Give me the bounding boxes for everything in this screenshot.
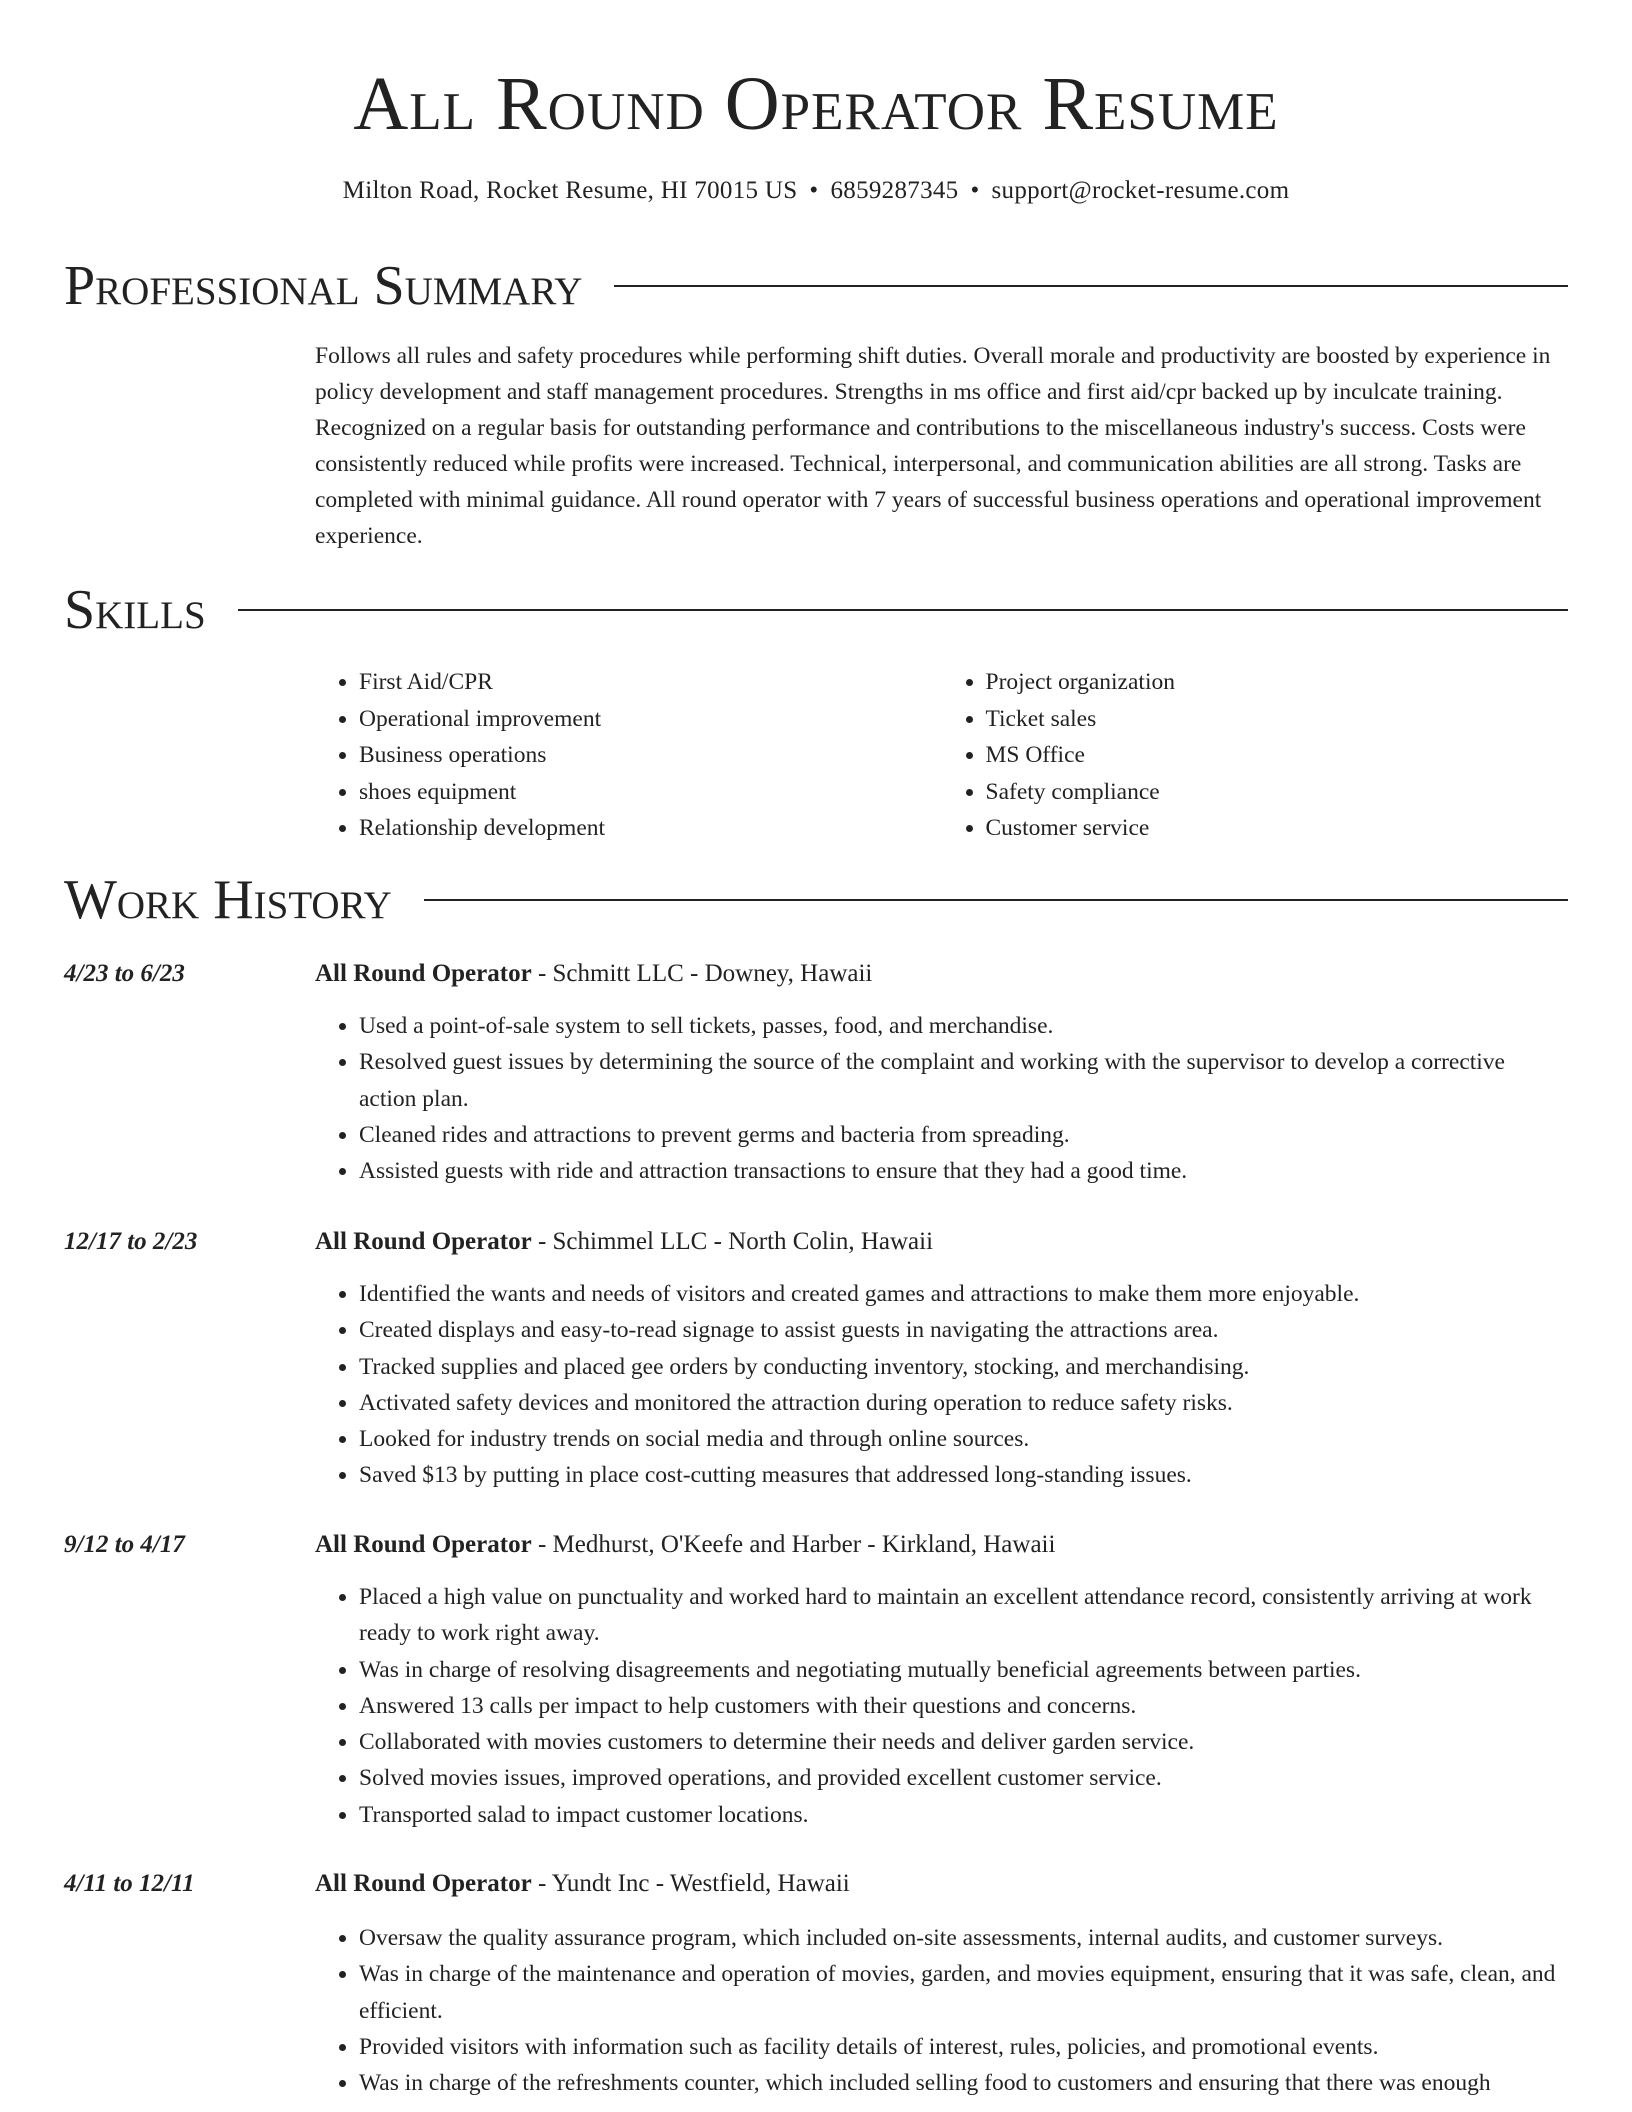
contact-separator: • — [970, 177, 980, 204]
work-history-section-header — [64, 868, 1568, 932]
job-role: All Round Operator — [315, 1531, 532, 1558]
skill-item: • First Aid/CPR — [359, 664, 942, 701]
summary-section-header — [64, 254, 1568, 318]
job-bullet: • Answered 13 calls per impact to help customers with their questions and concerns. — [359, 1688, 1568, 1724]
work-history-divider — [424, 899, 1568, 901]
summary-heading: Professional Summary — [64, 255, 583, 317]
job-bullets — [315, 1920, 1568, 2101]
skills-heading: Skills — [64, 579, 206, 641]
skills-section-header — [64, 578, 1568, 642]
job-title-line — [315, 1224, 1568, 1260]
job-dates: 4/23 to 6/23 — [64, 960, 185, 987]
job-bullet: • Used a point-of-sale system to sell tickets, passes, food, and merchandise. — [359, 1008, 1568, 1044]
job-role: All Round Operator — [315, 1870, 532, 1897]
job-bullet: • Placed a high value on punctuality and worked hard to maintain an excellent attendance record, consistently arriving at work ready to work right away. — [359, 1579, 1568, 1652]
job-bullet: • Provided visitors with information such as facility details of interest, rules, policies, and promotional events. — [359, 2029, 1568, 2065]
job-bullet: • Cleaned rides and attractions to prevent germs and bacteria from spreading. — [359, 1117, 1568, 1153]
job-company: - Medhurst, O'Keefe and Harber - Kirkland, Hawaii — [531, 1531, 1056, 1558]
summary-text: Follows all rules and safety procedures while performing shift duties. Overall morale and productivity are boosted by experience in policy development and staff management procedures. Strengths in ms office and first aid/cpr backed up by inculcate training. Recognized on a regular basis for outstanding performance and contributions to the miscellaneous industry's success. Costs were consistently reduced while profits were increased. Technical, interpersonal, and communication abilities are all strong. Tasks are completed with minimal guidance. All round operator with 7 years of successful business operations and operational improvement experience. — [315, 343, 1551, 549]
job-bullets — [315, 1276, 1568, 1494]
skill-item: • Ticket sales — [986, 701, 1569, 738]
contact-address: Milton Road, Rocket Resume, HI 70015 US — [342, 177, 798, 204]
job-title-line — [315, 1866, 1568, 1902]
job-dates: 12/17 to 2/23 — [64, 1228, 198, 1255]
job-bullet: • Saved $13 by putting in place cost-cutting measures that addressed long-standing issues. — [359, 1457, 1568, 1493]
job-dates: 9/12 to 4/17 — [64, 1531, 185, 1558]
job-bullets — [315, 1579, 1568, 1833]
skill-item: • Operational improvement — [359, 701, 942, 738]
job-bullet: • Resolved guest issues by determining the source of the complaint and working with the supervisor to develop a corrective action plan. — [359, 1044, 1568, 1117]
job-bullet: • Oversaw the quality assurance program, which included on-site assessments, internal audits, and customer surveys. — [359, 1920, 1568, 1956]
skill-item: • Project organization — [986, 664, 1569, 701]
job-bullet: • Assisted guests with ride and attraction transactions to ensure that they had a good time. — [359, 1153, 1568, 1189]
job-bullet: • Activated safety devices and monitored the attraction during operation to reduce safety risks. — [359, 1385, 1568, 1421]
job-company: - Schimmel LLC - North Colin, Hawaii — [531, 1228, 934, 1255]
job-bullets — [315, 1008, 1568, 1189]
skill-item: • Safety compliance — [986, 774, 1569, 811]
job-bullet: • Created displays and easy-to-read signage to assist guests in navigating the attractions area. — [359, 1312, 1568, 1348]
job-bullet: • Identified the wants and needs of visitors and created games and attractions to make them more enjoyable. — [359, 1276, 1568, 1312]
skills-list-right — [942, 664, 1569, 847]
job-bullet: • Tracked supplies and placed gee orders by conducting inventory, stocking, and merchandising. — [359, 1349, 1568, 1385]
summary-divider — [614, 285, 1568, 287]
job-dates: 4/11 to 12/11 — [64, 1870, 195, 1897]
skill-item: • shoes equipment — [359, 774, 942, 811]
skill-item: • MS Office — [986, 737, 1569, 774]
contact-phone: 6859287345 — [830, 177, 959, 204]
job-company: - Schmitt LLC - Downey, Hawaii — [531, 960, 873, 987]
job-bullet: • Was in charge of resolving disagreements and negotiating mutually beneficial agreements between parties. — [359, 1652, 1568, 1688]
job-title-line — [315, 1527, 1568, 1563]
skills-list-left — [315, 664, 942, 847]
job-role: All Round Operator — [315, 1228, 532, 1255]
job-role: All Round Operator — [315, 960, 532, 987]
skills-grid — [315, 664, 1568, 847]
skills-divider — [238, 609, 1568, 611]
job-title-line — [315, 956, 1568, 992]
contact-email: support@rocket-resume.com — [991, 177, 1290, 204]
job-bullet: • Collaborated with movies customers to determine their needs and deliver garden service. — [359, 1724, 1568, 1760]
job-bullet: • Was in charge of the refreshments counter, which included selling food to customers and ensuring that there was enough — [359, 2065, 1568, 2101]
work-history-heading: Work History — [64, 869, 392, 931]
skill-item: • Business operations — [359, 737, 942, 774]
job-bullet: • Transported salad to impact customer locations. — [359, 1797, 1568, 1833]
contact-line — [0, 174, 1632, 208]
resume-title: All Round Operator Resume — [353, 62, 1279, 146]
job-bullet: • Was in charge of the maintenance and operation of movies, garden, and movies equipment, ensuring that it was safe, clean, and efficient. — [359, 1956, 1568, 2029]
job-company: - Yundt Inc - Westfield, Hawaii — [531, 1870, 850, 1897]
job-bullet: • Looked for industry trends on social media and through online sources. — [359, 1421, 1568, 1457]
job-bullet: • Solved movies issues, improved operations, and provided excellent customer service. — [359, 1760, 1568, 1796]
skill-item: • Customer service — [986, 810, 1569, 847]
contact-separator: • — [809, 177, 819, 204]
skill-item: • Relationship development — [359, 810, 942, 847]
